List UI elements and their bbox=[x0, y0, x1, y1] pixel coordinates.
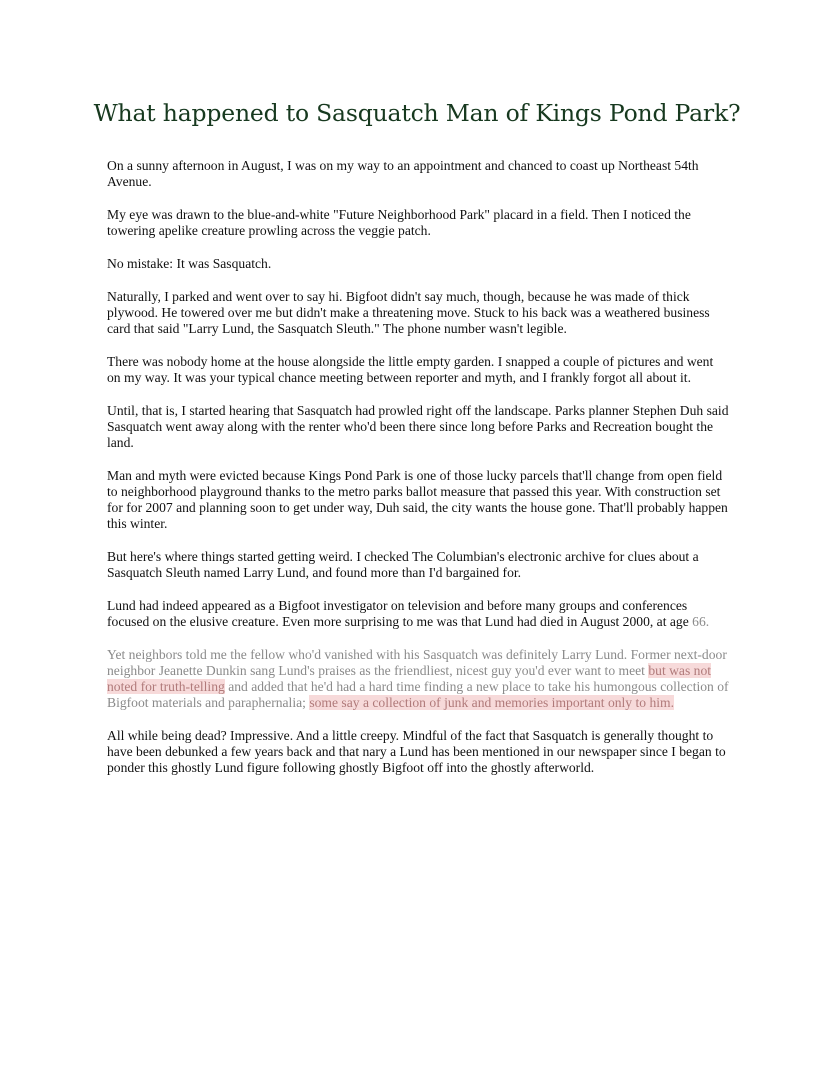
highlight-junk-memories: some say a collection of junk and memories important only to him. bbox=[309, 695, 675, 710]
paragraph-11: All while being dead? Impressive. And a little creepy. Mindful of the fact that Sasquatch is generally thought to have been debunked a few years back and that nary a Lund has been mentioned in our newspaper since I began to ponder this ghostly Lund figure following ghostly Bigfoot off into the ghostly afterworld. bbox=[107, 728, 726, 775]
paragraph-9-faded: 66. bbox=[692, 614, 710, 629]
article-body bbox=[107, 158, 729, 793]
paragraph-8: But here's where things started getting weird. I checked The Columbian's electronic archive for clues about a Sasquatch Sleuth named Larry Lund, and found more than I'd bargained for. bbox=[107, 549, 699, 580]
paragraph-7: Man and myth were evicted because Kings Pond Park is one of those lucky parcels that'll change from open field to neighborhood playground thanks to the metro parks ballot measure that passed this year. With construction set for for 2007 and planning soon to get under way, Duh said, the city wants the house gone. That'll probably happen this winter. bbox=[107, 468, 728, 531]
paragraph-6: Until, that is, I started hearing that Sasquatch had prowled right off the landscape. Parks planner Stephen Duh said Sasquatch went away along with the renter who'd been there since long before Parks and Recreation bought the land. bbox=[107, 403, 729, 450]
paragraph-10 bbox=[107, 647, 729, 711]
article-title: What happened to Sasquatch Man of Kings Pond Park? bbox=[93, 99, 741, 127]
paragraph-9 bbox=[107, 598, 729, 630]
paragraph-2: My eye was drawn to the blue-and-white "Future Neighborhood Park" placard in a field. Then I noticed the towering apelike creature prowling across the veggie patch. bbox=[107, 207, 691, 238]
paragraph-4: Naturally, I parked and went over to say hi. Bigfoot didn't say much, though, because he was made of thick plywood. He towered over me but didn't make a threatening move. Stuck to his back was a weathered business card that said "Larry Lund, the Sasquatch Sleuth." The phone number wasn't legible. bbox=[107, 289, 710, 336]
paragraph-10-part1: Yet neighbors told me the fellow who'd vanished with his Sasquatch was definitely Larry Lund. Former next-door neighbor Jeanette Dunkin sang Lund's praises as the friendliest, nicest guy you'd ever want to meet bbox=[107, 647, 727, 678]
paragraph-1: On a sunny afternoon in August, I was on my way to an appointment and chanced to coast up Northeast 54th Avenue. bbox=[107, 158, 699, 189]
paragraph-9-main: Lund had indeed appeared as a Bigfoot investigator on television and before many groups and conferences focused on the elusive creature. Even more surprising to me was that Lund had died in August 2000, at age bbox=[107, 598, 689, 629]
paragraph-10-part2: and added that he'd had a hard time finding a new place to take his humongous collection of Bigfoot materials and paraphernalia; bbox=[107, 679, 729, 710]
paragraph-5: There was nobody home at the house alongside the little empty garden. I snapped a couple of pictures and went on my way. It was your typical chance meeting between reporter and myth, and I frankly forgot all about it. bbox=[107, 354, 714, 385]
paragraph-3: No mistake: It was Sasquatch. bbox=[107, 256, 272, 271]
highlight-truth-telling: but was not noted for truth-telling bbox=[107, 663, 712, 694]
